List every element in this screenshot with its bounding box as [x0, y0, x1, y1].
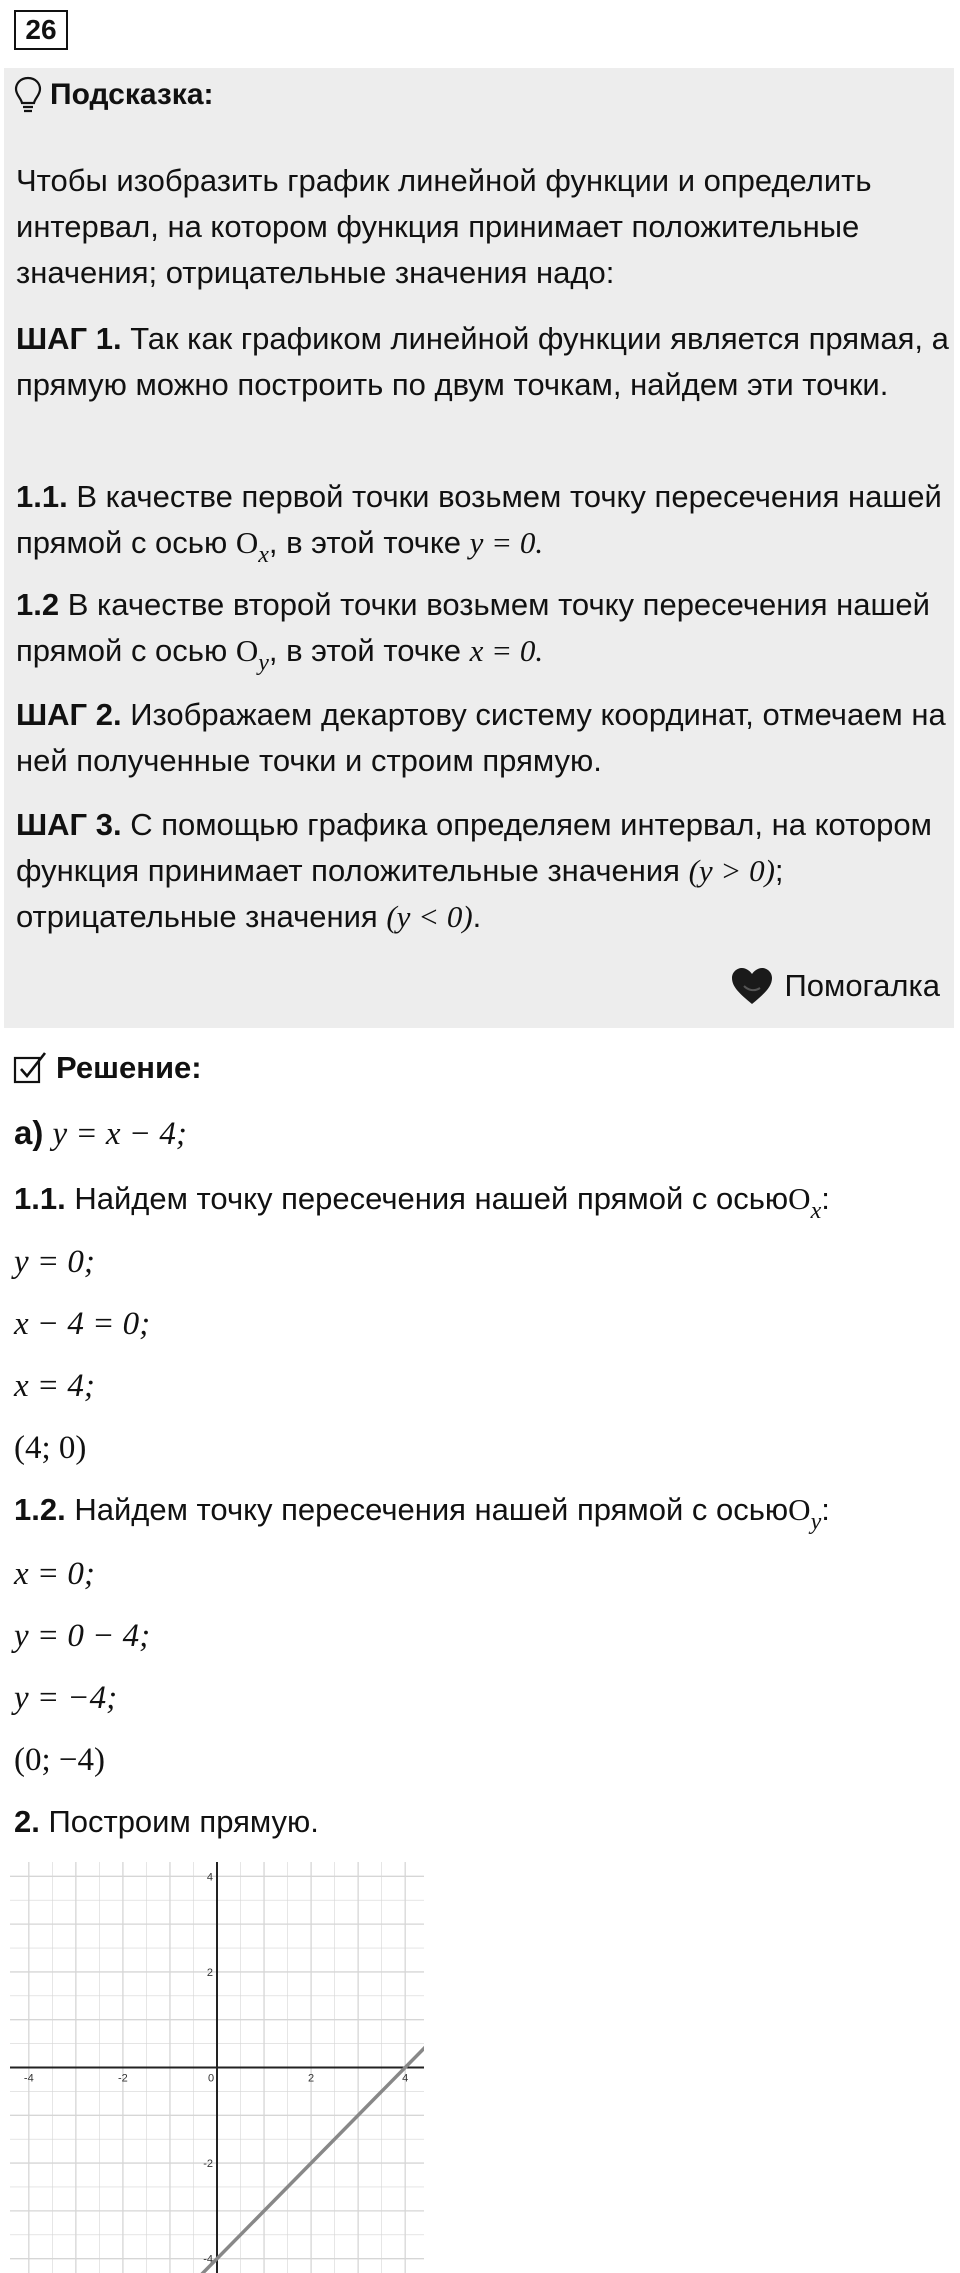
brand-label: Помогалка [784, 968, 940, 1003]
x-tick-label: 2 [308, 2072, 315, 2085]
sol-1-1-label: 1.1. [14, 1181, 66, 1216]
step-1-1-eq: y = 0. [469, 525, 544, 560]
step-3-pos: (y > 0) [688, 853, 775, 888]
axis-ox: O [235, 525, 259, 560]
step-3-end: . [472, 899, 482, 934]
sol-line-2: x − 4 = 0; [14, 1306, 151, 1342]
hint-box [4, 68, 954, 1028]
hint-step-1-1 [16, 474, 951, 578]
solution-step-2 [14, 1804, 319, 1840]
problem-number: 26 [14, 10, 68, 50]
heart-icon [730, 966, 774, 1006]
checkbox-icon [12, 1050, 48, 1086]
step-1-2-tail: , в этой точке [268, 633, 470, 668]
sol-line-5: x = 0; [14, 1556, 95, 1592]
step-2-text: Изображаем декартову систему координат, отмечаем на ней полученные точки и строим прямую. [16, 697, 946, 778]
step-3-neg: (y < 0) [386, 899, 473, 934]
sol-line-4: (4; 0) [14, 1430, 87, 1466]
sol-axis-ox-sub: x [810, 1198, 822, 1224]
sol-axis-ox: O [788, 1181, 811, 1216]
step-1-1-text: В качестве первой точки возьмем точку пересечения нашей прямой с осью [16, 479, 942, 560]
step-1-1-tail: , в этой точке [268, 525, 470, 560]
step-1-label: ШАГ 1. [16, 321, 122, 356]
step-3-text: С помощью графика определяем интервал, на котором функция принимает положительные значения [16, 807, 932, 888]
sol-1-2-colon: : [821, 1492, 830, 1527]
brand-pomogalka[interactable] [730, 966, 940, 1006]
axis-oy: O [235, 633, 259, 668]
part-a-equation: y = x − 4; [52, 1116, 187, 1152]
sol-line-1: y = 0; [14, 1244, 95, 1280]
step-1-text: Так как графиком линейной функции является прямая, а прямую можно построить по двум точкам, найдем эти точки. [16, 321, 949, 402]
axis-oy-sub: y [258, 650, 269, 676]
lightbulb-icon [14, 76, 42, 114]
y-tick-label: -2 [203, 2158, 213, 2171]
sol-1-1-text: Найдем точку пересечения нашей прямой с осью [65, 1181, 789, 1216]
sol-line-7: y = −4; [14, 1680, 118, 1716]
sol-1-2-text: Найдем точку пересечения нашей прямой с осью [65, 1492, 789, 1527]
solution-step-1-1 [14, 1181, 830, 1225]
sol-line-6: y = 0 − 4; [14, 1618, 151, 1654]
step-1-2-label: 1.2 [16, 587, 60, 622]
line-graph [10, 1862, 424, 2273]
axis-ox-sub: x [258, 542, 269, 568]
x-tick-label: -4 [23, 2072, 34, 2085]
hint-header [14, 76, 214, 114]
solution-step-1-2 [14, 1492, 830, 1536]
x-tick-label: -2 [118, 2072, 128, 2085]
step-1-2-eq: x = 0. [469, 633, 544, 668]
y-tick-label: 2 [206, 1966, 213, 1979]
x-tick-label: 0 [207, 2072, 215, 2085]
sol-2-label: 2. [14, 1804, 40, 1839]
hint-step-1-2 [16, 582, 951, 686]
hint-title: Подсказка: [50, 78, 214, 111]
hint-intro: Чтобы изобразить график линейной функции и определить интервал, на котором функция принимает положительные значения; отрицательные значения надо: [16, 163, 872, 290]
y-tick-label: -4 [203, 2253, 213, 2266]
hint-step-2 [16, 692, 951, 784]
sol-2-text: Построим прямую. [39, 1804, 319, 1839]
step-3-label: ШАГ 3. [16, 807, 122, 842]
hint-step-3 [16, 802, 951, 940]
sol-1-2-label: 1.2. [14, 1492, 66, 1527]
sol-axis-oy-sub: y [810, 1509, 822, 1535]
x-tick-label: 4 [402, 2072, 409, 2085]
sol-1-1-colon: : [821, 1181, 830, 1216]
solution-header [12, 1050, 202, 1086]
sol-line-3: x = 4; [14, 1368, 95, 1404]
sol-line-8: (0; −4) [14, 1742, 106, 1778]
sol-axis-oy: O [788, 1492, 811, 1527]
step-1-1-label: 1.1. [16, 479, 68, 514]
part-a [14, 1114, 187, 1153]
solution-title: Решение: [56, 1050, 202, 1085]
step-1-2-text: В качестве второй точки возьмем точку пересечения нашей прямой с осью [16, 587, 930, 668]
step-3-mid: ; отрицательные значения [16, 853, 784, 934]
part-a-label: а) [14, 1114, 44, 1151]
hint-step-1 [16, 316, 951, 408]
y-tick-label: 4 [206, 1871, 213, 1884]
step-2-label: ШАГ 2. [16, 697, 122, 732]
